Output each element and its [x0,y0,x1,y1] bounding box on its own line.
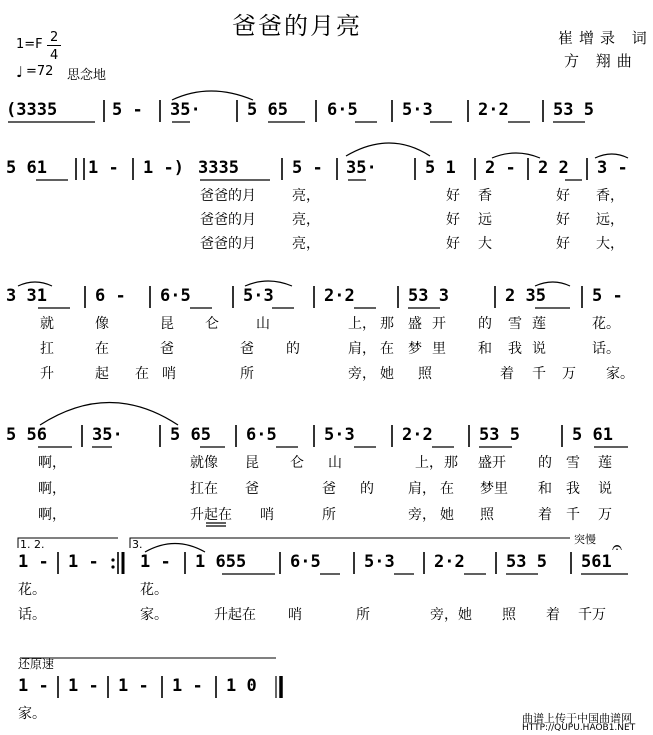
measure-notes: 1 655 [195,552,247,572]
measure-notes: 2·2 [478,100,509,120]
lyric-syllable: 说 [598,481,612,497]
meter-bottom: 4 [50,48,59,63]
lyric-syllable: 啊， [38,481,66,497]
lyric-syllable: 万 [562,366,576,382]
lyric-syllable: 里 [432,341,446,357]
lyric-syllable: 啊， [38,455,66,471]
meter-top: 2 [50,30,59,45]
lyric-syllable: 旁， [408,507,436,523]
lyric-syllable: 大 [478,236,492,252]
lyric-syllable: 梦里 [480,481,508,497]
lyric-syllable: 照 [502,607,516,623]
return-tempo-marking: 还原速 [18,657,55,671]
measure-notes: 6·5 [327,100,358,120]
lyric-syllable: 着 [546,607,560,623]
lyric-syllable: 上， [415,455,443,471]
measure-notes: 3 31 [6,286,47,306]
lyric-syllable: 好 [446,236,460,252]
measure-notes: 5 61 [6,158,47,178]
lyric-syllable: 和 [538,481,552,497]
lyric-syllable: 好 [556,188,570,204]
lyric-syllable: 照 [418,366,432,382]
lyric-syllable: 好 [446,212,460,228]
lyric-syllable: 我 [566,481,580,497]
lyric-syllable: 盛开 [478,455,506,471]
lyric-syllable: 爸爸的月 [200,236,256,252]
lyric-syllable: 肩， [408,481,436,497]
measure-notes: 5 61 [572,425,613,445]
lyric-syllable: 升起在 [190,507,232,523]
lyric-syllable: 话。 [18,607,46,623]
measure-notes: (3335 [6,100,58,120]
measure-notes: 5 - [112,100,143,120]
lyric-syllable: 升 [40,366,54,382]
measure-notes: 35· [170,100,201,120]
lyric-syllable: 爸 [240,341,254,357]
lyric-syllable: 的 [538,455,552,471]
measure-notes: 1 -) [143,158,184,178]
lyric-syllable: 千万 [578,607,606,623]
measure-notes: 1 - [18,552,49,572]
song-title: 爸爸的月亮 [232,12,362,40]
lyric-syllable: 千 [532,366,546,382]
measure-notes: 1 - [88,158,119,178]
lyric-syllable: 千 [566,507,580,523]
lyric-syllable: 她 [440,507,454,523]
lyric-syllable: 在 [440,481,454,497]
lyric-syllable: 好 [556,236,570,252]
lyric-syllable: 所 [240,366,254,382]
lyric-syllable: 啊， [38,507,66,523]
measure-notes: 53 5 [553,100,594,120]
lyric-syllable: 花。 [592,316,620,332]
measure-notes: 5 1 [425,158,456,178]
lyric-syllable: 旁， [348,366,376,382]
lyric-syllable: 扛在 [190,481,218,497]
measure-notes: 2·2 [434,552,465,572]
lyric-syllable: 开 [432,316,446,332]
lyric-syllable: 万 [598,507,612,523]
lyric-syllable: 的 [478,316,492,332]
lyric-syllable: 香 [478,188,492,204]
lyric-syllable: 在 [380,341,394,357]
composer-credit: 方 翔曲 [564,52,638,70]
lyric-syllable: 山 [256,316,270,332]
watermark-url: HTTP://QUPU.HAOB1.NET [522,723,636,733]
lyricist-credit: 崔增录 词 [558,29,653,47]
lyric-syllable: 爸 [245,481,259,497]
lyric-syllable: 花。 [140,582,168,598]
lyric-syllable: 花。 [18,582,46,598]
lyric-syllable: 莲 [598,455,612,471]
lyric-syllable: 我 [508,341,522,357]
lyric-syllable: 着 [500,366,514,382]
lyric-syllable: 照 [480,507,494,523]
lyric-syllable: 升起在 [214,607,256,623]
lyric-syllable: 远， [596,212,624,228]
sudden-slow-marking: 突慢 [574,533,596,546]
lyric-syllable: 她 [380,366,394,382]
lyric-syllable: 家。 [606,366,634,382]
measure-notes: 3 - [597,158,628,178]
measure-notes: 6·5 [160,286,191,306]
lyric-syllable: 爸爸的月 [200,212,256,228]
lyric-syllable: 梦 [408,341,422,357]
lyric-syllable: 起 [95,366,109,382]
lyric-syllable: 在 [135,366,149,382]
lyric-syllable: 像 [95,316,109,332]
lyric-syllable: 哨 [288,607,302,623]
lyric-syllable: 的 [286,341,300,357]
measure-notes: 1 - [118,676,149,696]
measure-notes: 1 - [68,676,99,696]
lyric-syllable: 爸 [160,341,174,357]
measure-notes: 2·2 [402,425,433,445]
lyric-syllable: 就像 [190,455,218,471]
lyric-syllable: 山 [328,455,342,471]
measure-notes: 5·3 [402,100,433,120]
measure-notes: 35· [92,425,123,445]
measure-notes: 1 0 [226,676,257,696]
lyric-syllable: 远 [478,212,492,228]
lyric-syllable: 的 [360,481,374,497]
watermark-site-name: 曲谱上传于中国曲谱网 [522,712,632,725]
lyric-syllable: 仑 [290,455,304,471]
measure-notes: 1 - [18,676,49,696]
measure-notes: 6·5 [246,425,277,445]
lyric-syllable: 仑 [205,316,219,332]
lyric-syllable: 着 [538,507,552,523]
lyric-syllable: 说 [532,341,546,357]
lyric-syllable: 肩， [348,341,376,357]
key-signature: 1=F [16,37,43,52]
measure-notes: 6 - [95,286,126,306]
lyric-syllable: 莲 [532,316,546,332]
lyric-syllable: 家。 [18,706,46,722]
measure-notes: 5 65 [247,100,288,120]
measure-notes: 2 2 [538,158,569,178]
measure-notes: 5·3 [324,425,355,445]
volta-first-ending: 1. 2. [20,538,45,551]
lyric-syllable: 雪 [508,316,522,332]
tempo-value: =72 [26,64,54,79]
lyric-syllable: 那 [444,455,458,471]
lyric-syllable: 亮， [292,188,320,204]
lyric-syllable: 盛 [408,316,422,332]
measure-notes: 561 [581,552,612,572]
measure-notes: 53 3 [408,286,449,306]
lyric-syllable: 亮， [292,236,320,252]
fermata-icon: 𝄐 [612,537,623,558]
lyric-syllable: 亮， [292,212,320,228]
lyric-syllable: 爸爸的月 [200,188,256,204]
measure-notes: 5 - [592,286,623,306]
lyric-syllable: 好 [556,212,570,228]
measure-notes: 5·3 [243,286,274,306]
lyric-syllable: 爸 [322,481,336,497]
lyric-syllable: 话。 [592,341,620,357]
mood-marking: 思念地 [67,68,107,83]
lyric-syllable: 那 [380,316,394,332]
lyric-syllable: 哨 [162,366,176,382]
lyric-syllable: 和 [478,341,492,357]
lyric-syllable: 就 [40,316,54,332]
measure-notes: 5 56 [6,425,47,445]
lyric-syllable: 旁，她 [430,607,472,623]
measure-notes: 2 35 [505,286,546,306]
measure-notes: 5 - [292,158,323,178]
measure-notes: 2 - [485,158,516,178]
measure-notes: 35· [346,158,377,178]
lyric-syllable: 昆 [245,455,259,471]
lyric-syllable: 上， [348,316,376,332]
measure-notes: 1 - [172,676,203,696]
quarter-note-icon: ♩ [16,63,24,81]
measure-notes: 5 65 [170,425,211,445]
lyric-syllable: 好 [446,188,460,204]
measure-notes: 6·5 [290,552,321,572]
lyric-syllable: 家。 [140,607,168,623]
lyric-syllable: 所 [356,607,370,623]
measure-notes: 2·2 [324,286,355,306]
measure-notes: 53 5 [479,425,520,445]
volta-third-ending: 3. [132,538,143,551]
lyric-syllable: 香， [596,188,624,204]
measure-notes: 53 5 [506,552,547,572]
measure-notes: 1 - [140,552,171,572]
lyric-syllable: 在 [95,341,109,357]
measure-notes: 3335 [198,158,239,178]
measure-notes: 5·3 [364,552,395,572]
lyric-syllable: 大， [596,236,624,252]
lyric-syllable: 扛 [40,341,54,357]
lyric-syllable: 昆 [160,316,174,332]
measure-notes: 1 - [68,552,99,572]
lyric-syllable: 所 [322,507,336,523]
lyric-syllable: 哨 [260,507,274,523]
lyric-syllable: 雪 [566,455,580,471]
